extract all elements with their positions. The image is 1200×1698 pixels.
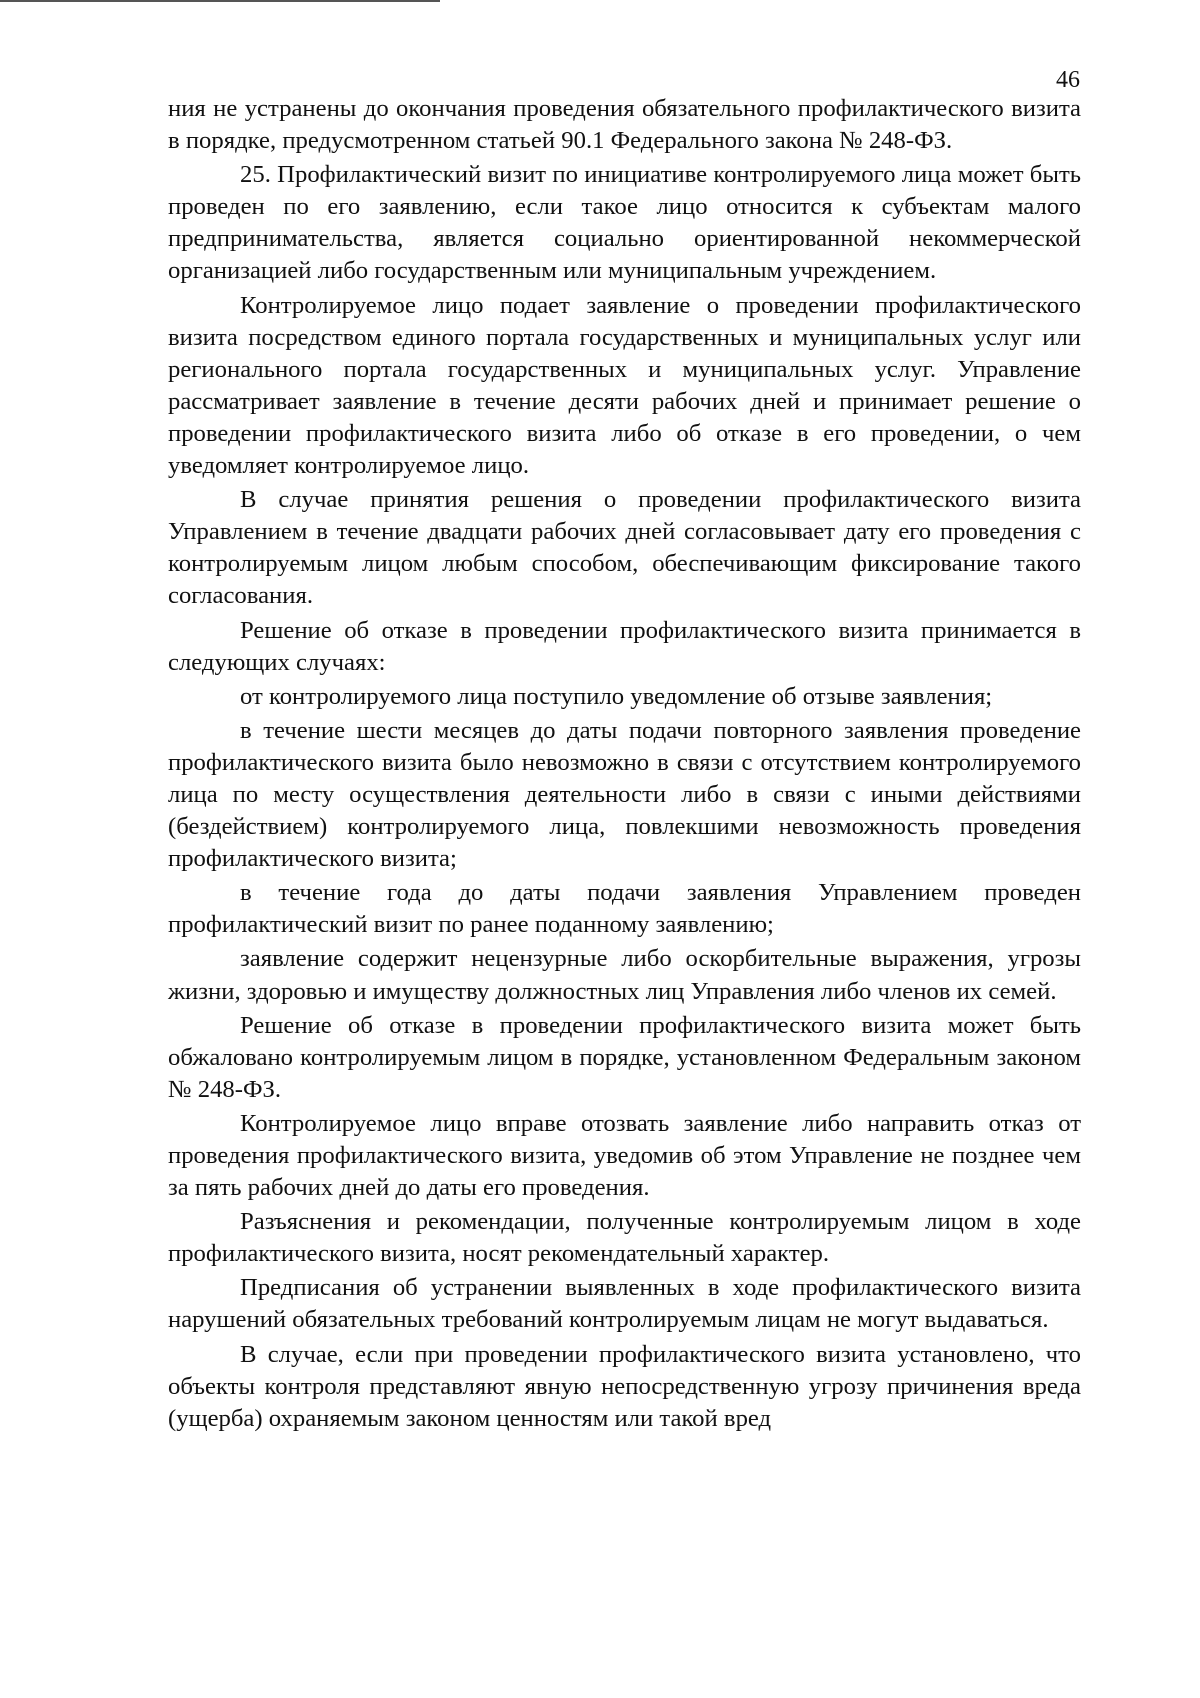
paragraph: ния не устранены до окончания проведения обязательного профилактического визита в порядке, предусмотренном статьей 90.1 Федерального закона № 248-ФЗ.: [168, 95, 1081, 155]
paragraph: Предписания об устранении выявленных в ходе профилактического визита нарушений обязательных требований контролируемым лицам не могут выдаваться.: [168, 1274, 1081, 1334]
paragraph: в течение шести месяцев до даты подачи повторного заявления проведение профилактического визита было невозможно в связи с отсутствием контролируемого лица по месту осуществления деятельности либо в связи с иными действиями (бездействием) контролируемого лица, повлекшими невозможность проведения профилактического визита;: [168, 716, 1081, 873]
paragraph: Решение об отказе в проведении профилактического визита может быть обжаловано контролируемым лицом в порядке, установленном Федеральным законом № 248-ФЗ.: [168, 1011, 1081, 1103]
paragraph: 25. Профилактический визит по инициативе контролируемого лица может быть проведен по его заявлению, если такое лицо относится к субъектам малого предпринимательства, является социально ориентированной некоммерческой организацией либо государственным или муниципальным учреждением.: [168, 161, 1081, 285]
paragraph: Контролируемое лицо подает заявление о проведении профилактического визита посредством единого портала государственных и муниципальных услуг или регионального портала государственных и муниципальных услуг. Управление рассматривает заявление в течение десяти рабочих дней и принимает решение о проведении профилактического визита либо об отказе в его проведении, о чем уведомляет контролируемое лицо.: [168, 291, 1081, 480]
paragraph: В случае, если при проведении профилактического визита установлено, что объекты контроля представляют явную непосредственную угрозу причинения вреда (ущерба) охраняемым законом ценностям или такой вред: [168, 1340, 1081, 1432]
paragraph: от контролируемого лица поступило уведомление об отзыве заявления;: [240, 682, 993, 710]
paragraph: в течение года до даты подачи заявления Управлением проведен профилактический визит по ранее поданному заявлению;: [168, 879, 1081, 939]
paragraph: В случае принятия решения о проведении профилактического визита Управлением в течение двадцати рабочих дней согласовывает дату его проведения с контролируемым лицом любым способом, обеспечивающим фиксирование такого согласования.: [168, 486, 1081, 610]
paragraph: Решение об отказе в проведении профилактического визита принимается в следующих случаях:: [168, 616, 1081, 676]
paragraph: Контролируемое лицо вправе отозвать заявление либо направить отказ от проведения профилактического визита, уведомив об этом Управление не позднее чем за пять рабочих дней до даты его проведения.: [168, 1109, 1081, 1202]
paragraph: заявление содержит нецензурные либо оскорбительные выражения, угрозы жизни, здоровью и имуществу должностных лиц Управления либо членов их семей.: [168, 945, 1081, 1005]
page-number: 46: [1056, 67, 1080, 93]
top-rule: [0, 0, 440, 2]
paragraph: Разъяснения и рекомендации, полученные контролируемым лицом в ходе профилактического визита, носят рекомендательный характер.: [168, 1208, 1081, 1268]
document-body: [168, 93, 1081, 1435]
